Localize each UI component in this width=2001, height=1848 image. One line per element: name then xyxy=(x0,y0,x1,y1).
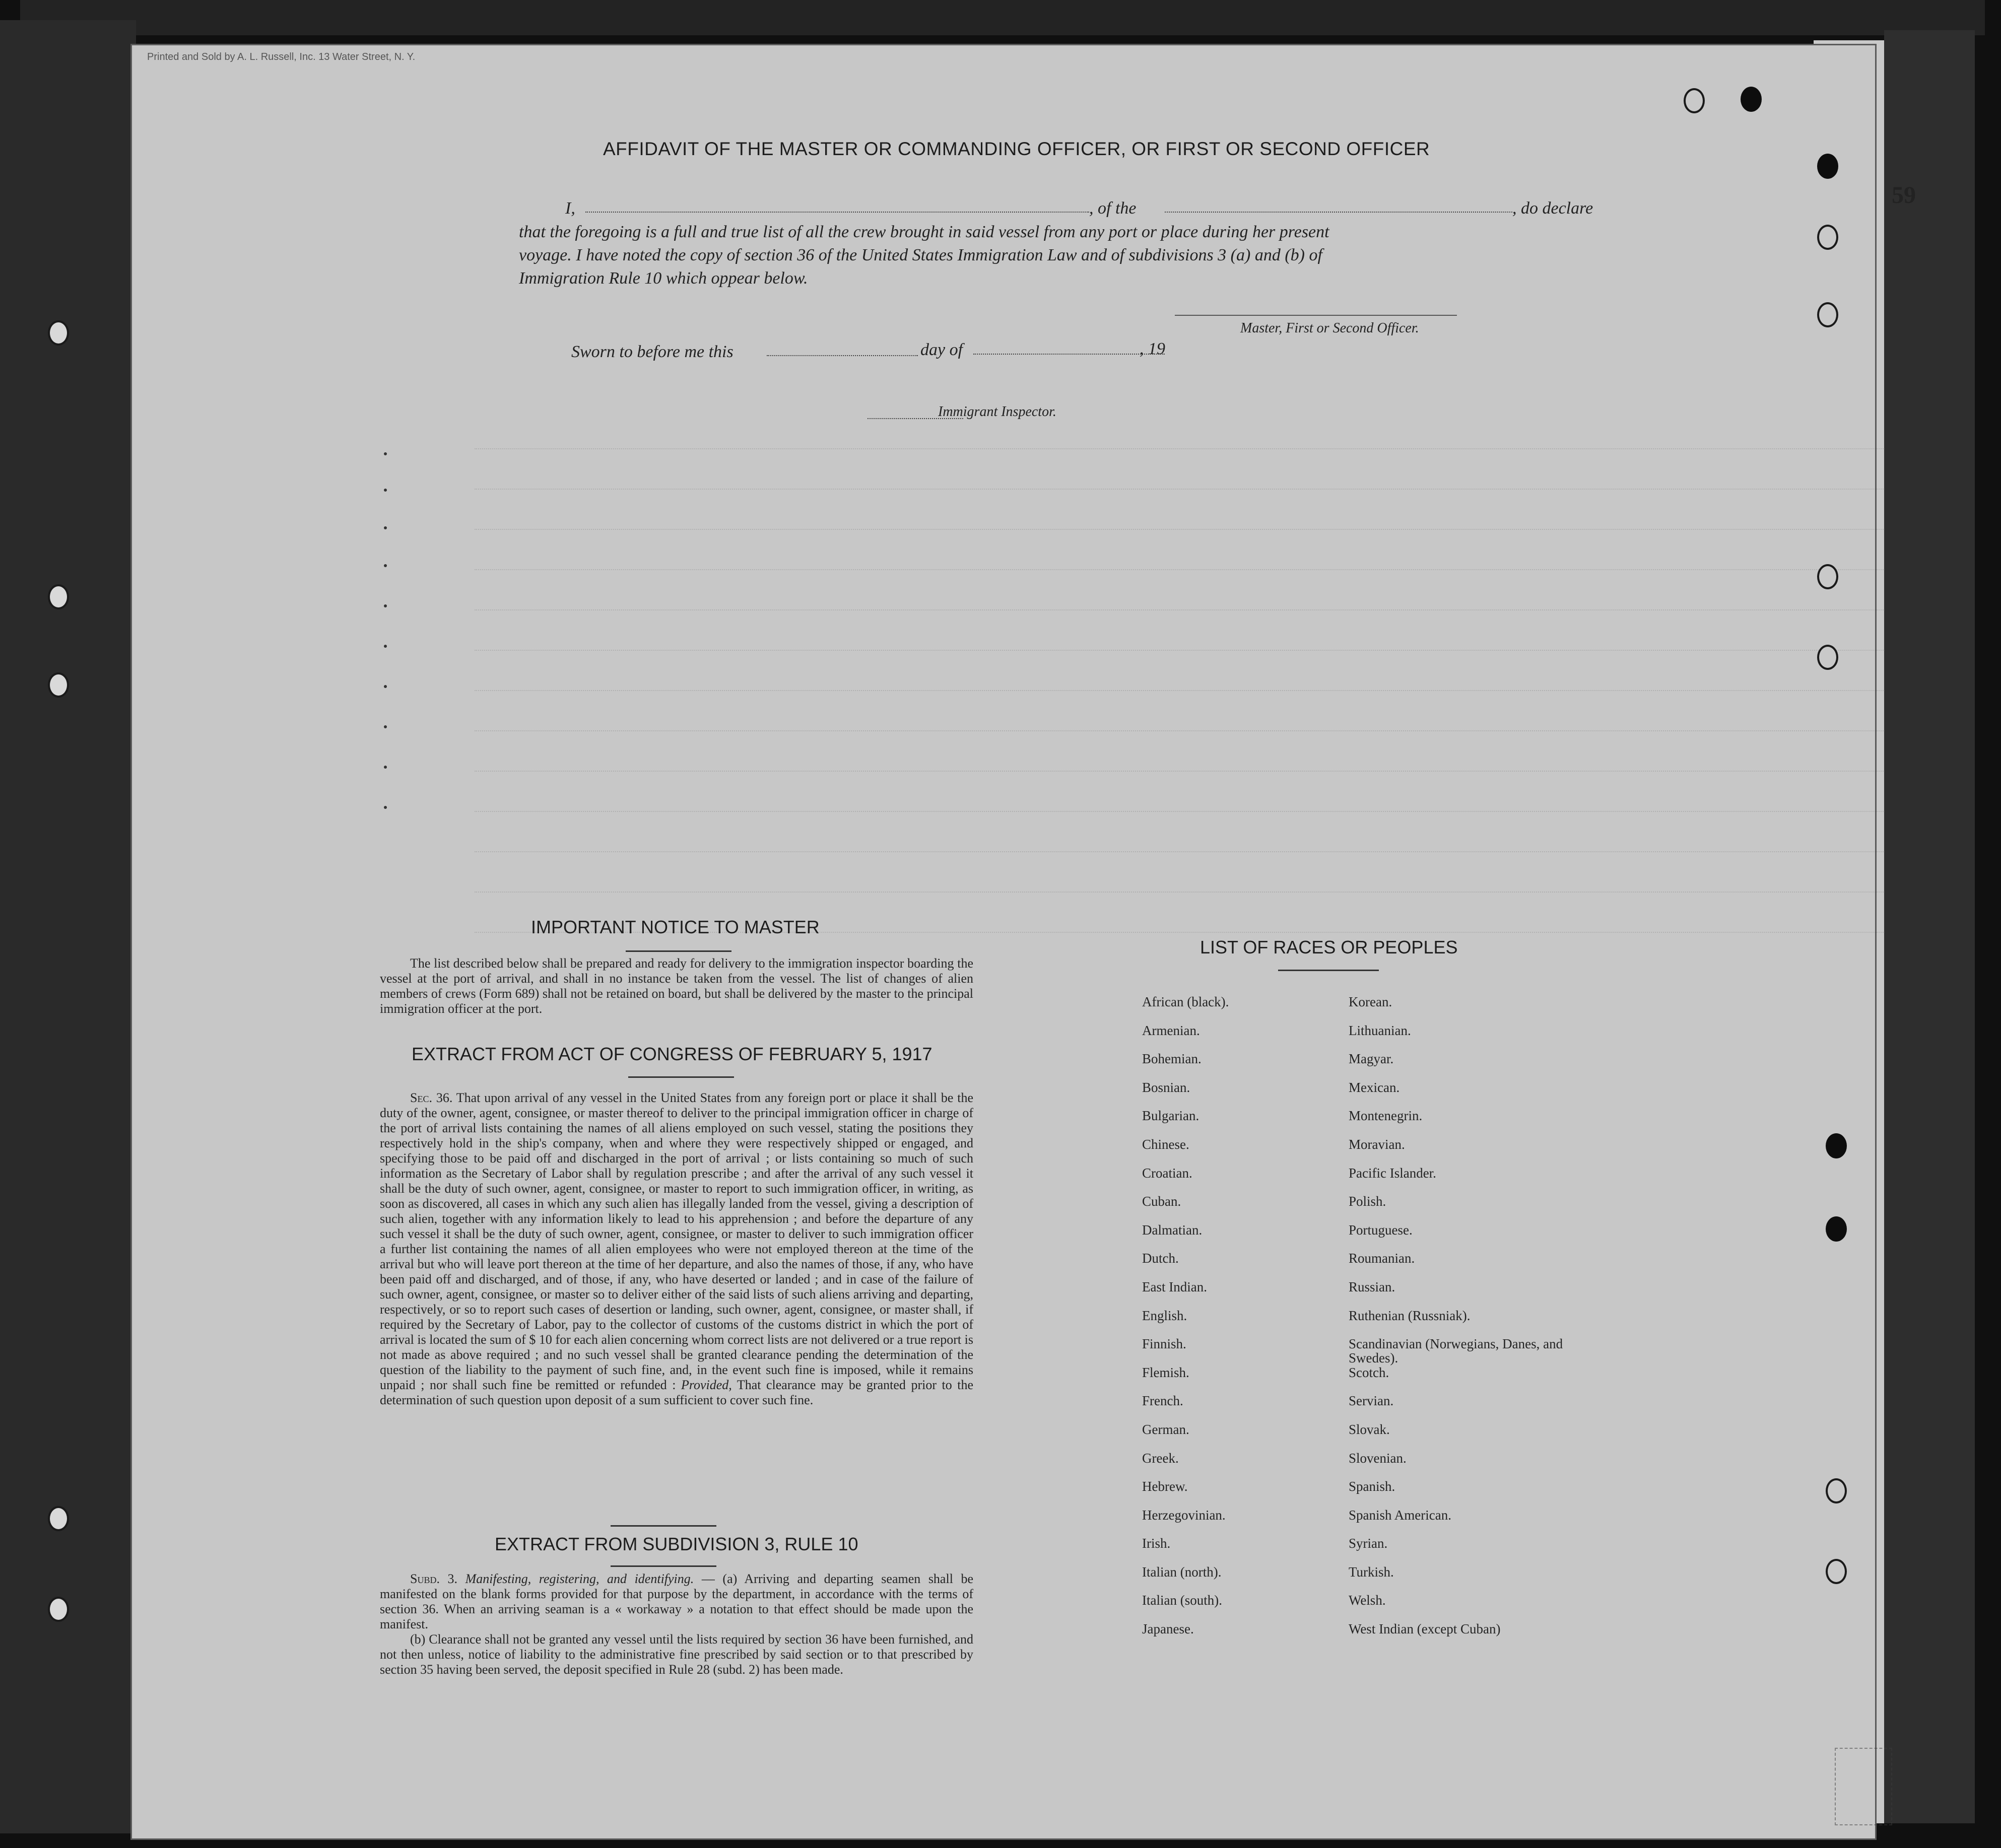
race-item: Bohemian. xyxy=(1142,1051,1202,1067)
race-item: Hebrew. xyxy=(1142,1479,1188,1494)
vessel-field-line xyxy=(1165,212,1512,213)
affidavit-line4: Immigration Rule 10 which oppear below. xyxy=(519,269,808,288)
race-item: Bulgarian. xyxy=(1142,1108,1199,1124)
race-item: Magyar. xyxy=(1349,1051,1394,1067)
punched-hole xyxy=(1817,645,1838,670)
race-item: Italian (north). xyxy=(1142,1564,1222,1580)
race-item: Herzegovinian. xyxy=(1142,1507,1226,1523)
race-item: Korean. xyxy=(1349,994,1392,1009)
sworn-month-line xyxy=(973,354,1165,355)
race-item: West Indian (except Cuban) xyxy=(1349,1621,1501,1637)
race-item: Bosnian. xyxy=(1142,1079,1190,1095)
race-item: Slovenian. xyxy=(1349,1450,1407,1466)
race-item: Welsh. xyxy=(1349,1593,1386,1608)
race-item: Pacific Islander. xyxy=(1349,1165,1436,1181)
affidavit-i-label: I, xyxy=(565,199,575,218)
page-number: 59 xyxy=(1892,182,1916,209)
punched-hole xyxy=(1817,154,1838,179)
race-item: Mexican. xyxy=(1349,1079,1400,1095)
punched-hole xyxy=(1826,1133,1847,1158)
notice-text xyxy=(380,956,973,1016)
name-field-line xyxy=(585,212,1089,213)
master-signature-line xyxy=(1175,315,1457,316)
race-item: Irish. xyxy=(1142,1536,1171,1551)
binder-hole xyxy=(48,1506,69,1531)
binder-hole xyxy=(48,1597,69,1622)
heading-rule xyxy=(611,1525,716,1527)
race-item: Greek. xyxy=(1142,1450,1179,1466)
rule-a-text: — (a) Arriving and departing seamen shall be manifested on the blank forms provided for that purpose by the department, in accordance with the terms of section 36. When an arriving seaman is a « workaway » a notation to that effect should be made upon the manifest. xyxy=(380,1571,974,1631)
top-edge xyxy=(20,0,1985,35)
rule-title: EXTRACT FROM SUBDIVISION 3, RULE 10 xyxy=(495,1534,858,1554)
race-item: Cuban. xyxy=(1142,1194,1181,1209)
day-of-label: day of xyxy=(920,340,963,359)
race-item: Scotch. xyxy=(1349,1364,1389,1380)
race-item: Ruthenian (Russniak). xyxy=(1349,1308,1471,1323)
sworn-day-line xyxy=(767,355,918,356)
dot-mark xyxy=(384,685,387,688)
affidavit-title: AFFIDAVIT OF THE MASTER OR COMMANDING OFFICER, OR FIRST OR SECOND OFFICER xyxy=(603,139,1430,159)
race-item: East Indian. xyxy=(1142,1279,1207,1294)
race-item: Japanese. xyxy=(1142,1621,1194,1637)
year-label: , 19 xyxy=(1140,339,1165,358)
right-back-sheet xyxy=(1884,30,1975,1823)
races-title: LIST OF RACES OR PEOPLES xyxy=(1200,937,1458,957)
manifest-page xyxy=(132,45,1875,1838)
sec-label: Sec. 36. xyxy=(410,1090,453,1105)
race-item: Spanish American. xyxy=(1349,1507,1451,1523)
race-item: Dutch. xyxy=(1142,1251,1179,1266)
affidavit-of-the: , of the xyxy=(1089,199,1137,218)
heading-rule xyxy=(1278,970,1379,971)
sworn-label: Sworn to before me this xyxy=(571,343,733,361)
race-item: Roumanian. xyxy=(1349,1251,1415,1266)
left-binding-edge xyxy=(0,20,136,1833)
rule-paragraph-a xyxy=(380,1571,973,1632)
punched-hole xyxy=(1817,302,1838,327)
race-item: Scandinavian (Norwegians, Danes, and Swedes). xyxy=(1349,1336,1563,1366)
race-item: Armenian. xyxy=(1142,1022,1200,1038)
dot-mark xyxy=(384,452,387,455)
inspector-label: Immigrant Inspector. xyxy=(938,404,1056,420)
affidavit-line2: that the foregoing is a full and true list of all the crew brought in said vessel from any port or place during her present xyxy=(519,223,1329,241)
race-item: French. xyxy=(1142,1393,1183,1409)
race-item: Moravian. xyxy=(1349,1136,1405,1152)
dot-mark xyxy=(384,564,387,567)
punched-hole xyxy=(1826,1559,1847,1584)
punched-hole xyxy=(1741,87,1762,112)
binder-hole xyxy=(48,672,69,698)
bleed-through-table xyxy=(475,438,551,725)
race-item: Slovak. xyxy=(1349,1421,1390,1437)
dot-mark xyxy=(384,526,387,529)
subd-title: Manifesting, registering, and identifying. xyxy=(465,1571,694,1586)
punched-hole xyxy=(1826,1216,1847,1242)
rule-text xyxy=(380,1571,973,1677)
punched-hole xyxy=(1817,564,1838,589)
act-paragraph xyxy=(380,1090,973,1408)
printer-note: Printed and Sold by A. L. Russell, Inc. 13 Water Street, N. Y. xyxy=(147,51,416,62)
races-left-column xyxy=(1142,995,1323,1651)
rule-paragraph-b: (b) Clearance shall not be granted any vessel until the lists required by section 36 have been furnished, and not then unless, notice of liability to the administrative fine prescribed by said section or to that prescribed by section 35 having been served, the deposit specified in Rule 28 (subd. 2) has been made. xyxy=(380,1632,973,1677)
dot-mark xyxy=(384,489,387,492)
affidavit-do-declare: , do declare xyxy=(1512,199,1593,218)
races-right-column xyxy=(1349,995,1570,1651)
notice-title: IMPORTANT NOTICE TO MASTER xyxy=(531,917,820,937)
provided-label: Provided, xyxy=(681,1378,732,1392)
heading-rule xyxy=(611,1565,716,1567)
race-item: Portuguese. xyxy=(1349,1222,1413,1238)
race-item: Polish. xyxy=(1349,1194,1386,1209)
heading-rule xyxy=(626,950,731,952)
race-item: African (black). xyxy=(1142,994,1229,1009)
punched-hole xyxy=(1817,225,1838,250)
punched-hole xyxy=(1684,88,1705,113)
race-item: Spanish. xyxy=(1349,1479,1395,1494)
subd-label: Subd. 3. xyxy=(410,1571,458,1586)
race-item: Italian (south). xyxy=(1142,1593,1222,1608)
punched-hole xyxy=(1826,1478,1847,1503)
dot-mark xyxy=(384,806,387,809)
race-item: Chinese. xyxy=(1142,1136,1189,1152)
act-title: EXTRACT FROM ACT OF CONGRESS OF FEBRUARY 5, 1917 xyxy=(412,1044,932,1064)
dot-mark xyxy=(384,604,387,607)
notice-paragraph: The list described below shall be prepared and ready for delivery to the immigration inspector boarding the vessel at the port of arrival, and shall in no instance be taken from the vessel. The list of changes of alien members of crews (Form 689) shall not be retained on board, but shall be delivered by the master to the principal immigration officer at the port. xyxy=(380,956,973,1016)
race-item: Russian. xyxy=(1349,1279,1395,1294)
race-item: Montenegrin. xyxy=(1349,1108,1423,1124)
race-item: Flemish. xyxy=(1142,1364,1189,1380)
master-signature-label: Master, First or Second Officer. xyxy=(1240,320,1419,336)
race-item: English. xyxy=(1142,1308,1187,1323)
act-text xyxy=(380,1090,973,1408)
dot-mark xyxy=(384,725,387,728)
race-item: German. xyxy=(1142,1421,1189,1437)
race-item: Croatian. xyxy=(1142,1165,1192,1181)
race-item: Servian. xyxy=(1349,1393,1394,1409)
race-item: Finnish. xyxy=(1142,1336,1186,1352)
race-item: Syrian. xyxy=(1349,1536,1388,1551)
act-body-end: That clearance may be granted prior to the determination of such question upon deposit of a sum sufficient to cover such fine. xyxy=(380,1378,974,1407)
dot-mark xyxy=(384,766,387,769)
binder-hole xyxy=(48,320,69,346)
heading-rule xyxy=(628,1076,734,1078)
act-body: That upon arrival of any vessel in the United States from any foreign port or place it shall be the duty of the owner, agent, consignee, or master thereof to deliver to the principal immigration officer in charge of the port of arrival lists containing the names of all aliens employed on such vessel, stating the positions they respectively hold in the ship's company, when and where they were respectively shipped or engaged, and specifying those to be paid off and discharged in the port of arrival ; or lists containing so much of such information as the Secretary of Labor shall by regulation prescribe ; and after the arrival of any such vessel it shall be the duty of such owner, agent, consignee, or master to report to such immigration officer, in writing, as soon as discovered, all cases in which any such alien has illegally landed from the vessel, giving a description of such alien, together with any information likely to lead to his apprehension ; and before the departure of any such vessel it shall be the duty of such owner, agent, consignee, or master to deliver to such immigration officer a further list containing the names of all alien employees who were not employed thereon at the time of the arrival but who will leave port thereon at the time of her departure, and also the names of those, if any, who have been paid off and discharged, and of those, if any, who have deserted or landed ; and in case of the failure of such owner, agent, consignee, or master so to deliver either of the said lists of such aliens arriving and departing, respectively, or so to report such cases of desertion or landing, such owner, agent, consignee, or master shall, if required by the Secretary of Labor, pay to the collector of customs of the customs district in which the port of arrival is located the sum of $ 10 for each alien concerning whom correct lists are not delivered or a true report is not made as above required ; and no such vessel shall be granted clearance pending the determination of the question of the liability to the payment of such fine, and, in the event such fine is imposed, while it remains unpaid ; nor shall such fine be remitted or refunded : xyxy=(380,1090,974,1392)
archive-stamp xyxy=(1835,1748,1892,1825)
dot-mark xyxy=(384,645,387,648)
binder-hole xyxy=(48,584,69,609)
race-item: Lithuanian. xyxy=(1349,1022,1411,1038)
race-item: Turkish. xyxy=(1349,1564,1394,1580)
race-item: Dalmatian. xyxy=(1142,1222,1203,1238)
affidavit-line3: voyage. I have noted the copy of section 36 of the United States Immigration Law and of subdivisions 3 (a) and (b) of xyxy=(519,246,1322,264)
